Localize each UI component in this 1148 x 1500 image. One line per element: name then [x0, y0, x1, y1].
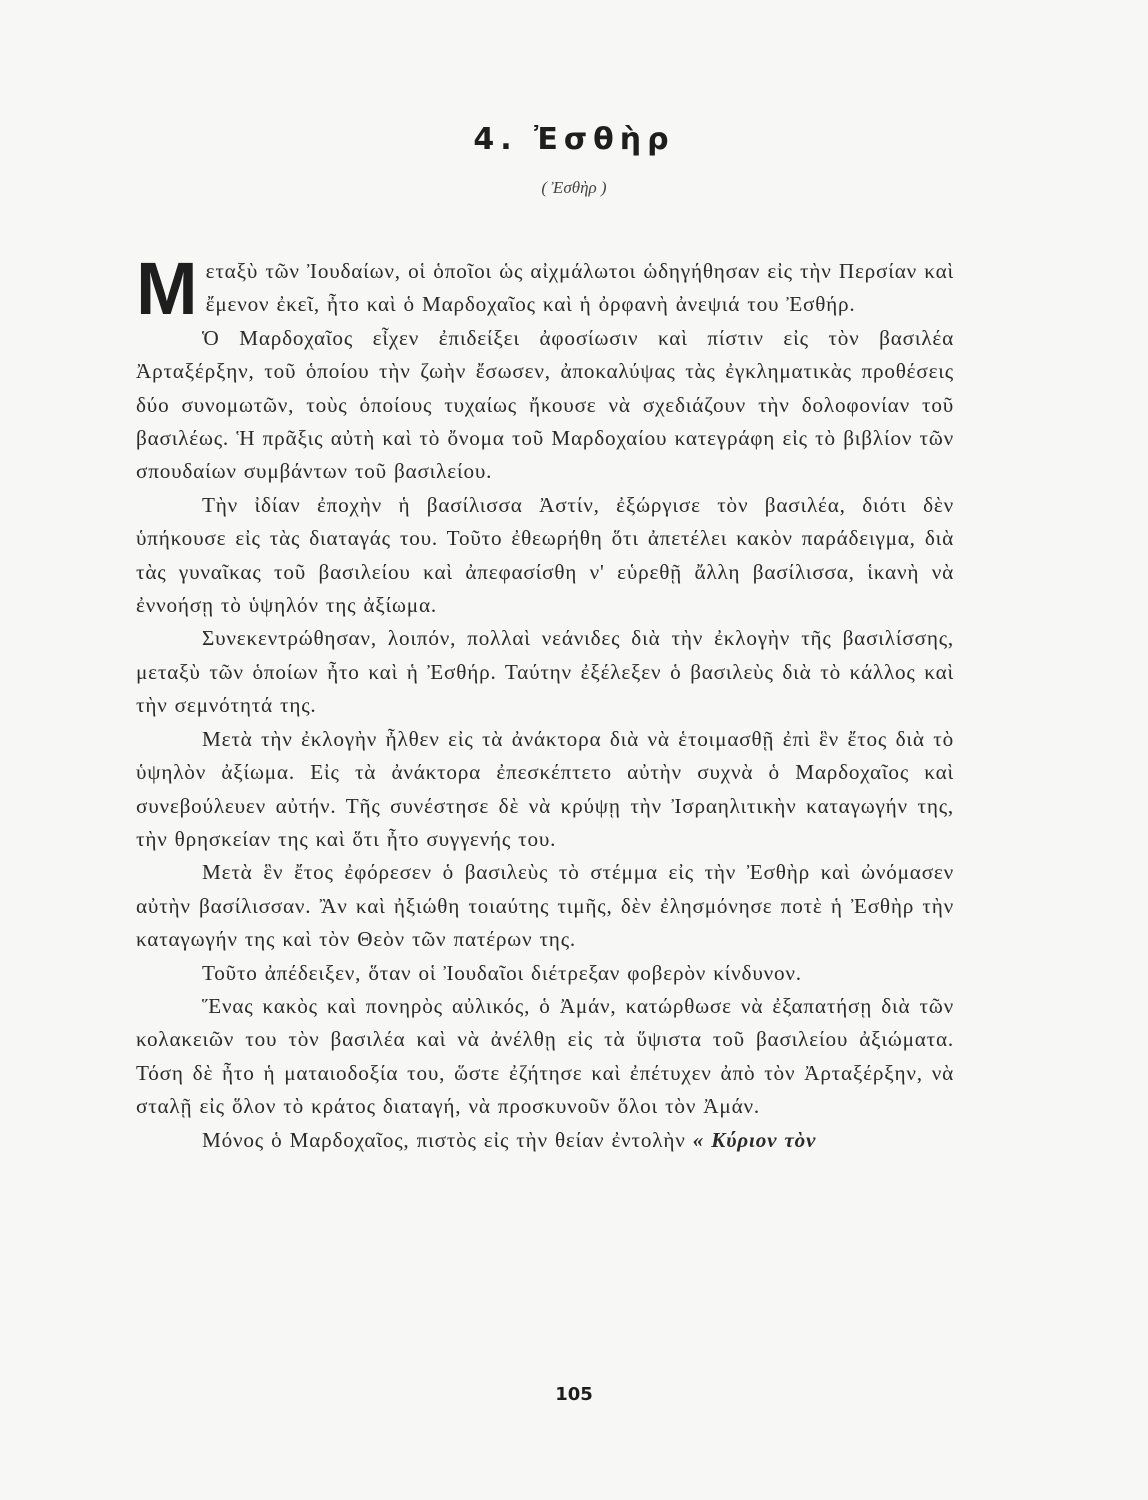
paragraph-3: Τὴν ἰδίαν ἐποχὴν ἡ βασίλισσα Ἀστίν, ἐξώργισε τὸν βασιλέα, διότι δὲν ὑπήκουσε εἰς τὰς διαταγάς του. Τοῦτο ἐθεωρήθη ὅτι ἀπετέλει κακὸν παράδειγμα, διὰ τὰς γυναῖκας τοῦ βασιλείου καὶ ἀπεφασίσθη ν' εὑρεθῇ ἄλλη βασίλισσα, ἱκανὴ νὰ ἐννοήσῃ τὸ ὑψηλόν της ἀξίωμα. — [136, 492, 954, 618]
chapter-subtitle: ( Ἐσθὴρ ) — [541, 178, 607, 197]
page-number: 105 — [555, 1384, 593, 1405]
paragraph-6: Μετὰ ἓν ἔτος ἐφόρεσεν ὁ βασιλεὺς τὸ στέμμα εἰς τὴν Ἐσθὴρ καὶ ὠνόμασεν αὐτὴν βασίλισσαν. Ἂν καὶ ἠξιώθη τοιαύτης τιμῆς, δὲν ἐλησμόνησε ποτὲ ἡ Ἐσθὴρ τὴν καταγωγήν της καὶ τὸν Θεὸν τῶν πατέρων της. — [136, 860, 954, 952]
paragraph-2: Ὁ Μαρδοχαῖος εἶχεν ἐπιδείξει ἀφοσίωσιν καὶ πίστιν εἰς τὸν βασιλέα Ἀρταξέρξην, τοῦ ὁποίου τὴν ζωὴν ἔσωσεν, ἀποκαλύψας τὰς ἐγκληματικὰς προθέσεις δύο συνομωτῶν, τοὺς ὁποίους τυχαίως ἤκουσε νὰ σχεδιάζουν τὴν δολοφονίαν τοῦ βασιλέως. Ἡ πρᾶξις αὐτὴ καὶ τὸ ὄνομα τοῦ Μαρδοχαίου κατεγράφη εἰς τὸ βιβλίον τῶν σπουδαίων συμβάντων τοῦ βασιλείου. — [136, 325, 954, 484]
paragraph-4: Συνεκεντρώθησαν, λοιπόν, πολλαὶ νεάνιδες διὰ τὴν ἐκλογὴν τῆς βασιλίσσης, μεταξὺ τῶν ὁποίων ἦτο καὶ ἡ Ἐσθήρ. Ταύτην ἐξέλεξεν ὁ βασιλεὺς διὰ τὸ κάλλος καὶ τὴν σεμνότητά της. — [136, 626, 954, 718]
paragraph-5: Μετὰ τὴν ἐκλογὴν ἦλθεν εἰς τὰ ἀνάκτορα διὰ νὰ ἑτοιμασθῇ ἐπὶ ἓν ἔτος διὰ τὸ ὑψηλὸν ἀξίωμα. Εἰς τὰ ἀνάκτορα ἐπεσκέπτετο αὐτὴν συχνὰ ὁ Μαρδοχαῖος καὶ συνεβούλευεν αὐτήν. Τῆς συνέστησε δὲ νὰ κρύψῃ τὴν Ἰσραηλιτικὴν καταγωγήν της, τὴν θρησκείαν της καὶ ὅτι ἦτο συγγενής του. — [136, 726, 954, 851]
paragraph-9 — [136, 1124, 954, 1157]
paragraph-8: Ἕνας κακὸς καὶ πονηρὸς αὐλικός, ὁ Ἀμάν, κατώρθωσε νὰ ἐξαπατήσῃ διὰ τῶν κολακειῶν του τὸν βασιλέα καὶ νὰ ἀνέλθῃ εἰς τὰ ὕψιστα τοῦ βασιλείου ἀξιώματα. Τόση δὲ ἦτο ἡ ματαιοδοξία του, ὥστε ἐζήτησε καὶ ἐπέτυχεν ἀπὸ τὸν Ἀρταξέρξην, νὰ σταλῇ εἰς ὅλον τὸ κράτος διαταγή, νὰ προσκυνοῦν ὅλοι τὸν Ἀμάν. — [136, 993, 954, 1119]
body-text — [136, 247, 954, 1157]
paragraph-9-text: Μόνος ὁ Μαρδοχαῖος, πιστὸς εἰς τὴν θείαν ἐντολὴν — [202, 1127, 693, 1152]
chapter-title: 4. Ἐσθὴρ — [473, 122, 675, 157]
quotation-start: « Κύριον τὸν — [692, 1127, 817, 1152]
drop-cap: Μ — [136, 247, 198, 330]
paragraph-7: Τοῦτο ἀπέδειξεν, ὅταν οἱ Ἰουδαῖοι διέτρεξαν φοβερὸν κίνδυνον. — [202, 960, 802, 985]
paragraph-1 — [136, 247, 954, 330]
paragraph-1-text: εταξὺ τῶν Ἰουδαίων, οἱ ὁποῖοι ὡς αἰχμάλωτοι ὡδηγήθησαν εἰς τὴν Περσίαν καὶ ἔμενον ἐκεῖ, ἦτο καὶ ὁ Μαρδοχαῖος καὶ ἡ ὀρφανὴ ἀνεψιά του Ἐσθήρ. — [205, 259, 954, 317]
